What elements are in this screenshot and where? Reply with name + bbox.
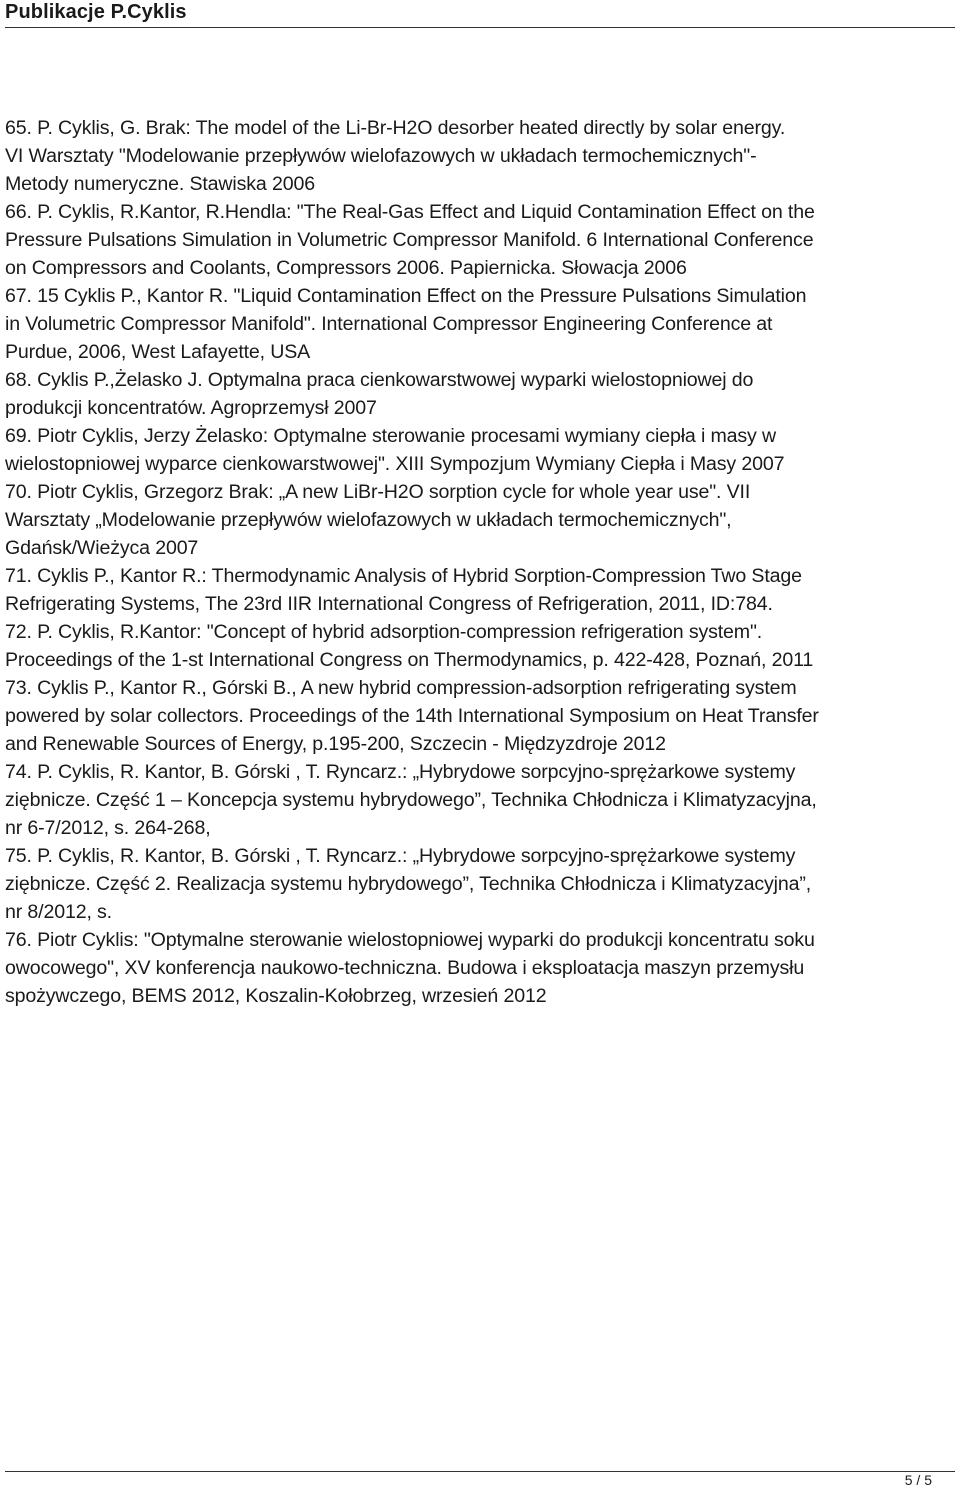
text-line: 69. Piotr Cyklis, Jerzy Żelasko: Optymalne sterowanie procesami wymiany ciepła i masy w	[5, 425, 776, 447]
text-line: 71. Cyklis P., Kantor R.: Thermodynamic Analysis of Hybrid Sorption-Compression Two Stage	[5, 565, 802, 587]
page-number: 5 / 5	[904, 1472, 932, 1488]
text-line: owocowego", XV konferencja naukowo-techniczna. Budowa i eksploatacja maszyn przemysłu	[5, 957, 805, 979]
text-line: 70. Piotr Cyklis, Grzegorz Brak: „A new LiBr-H2O sorption cycle for whole year use". VII	[5, 481, 751, 503]
text-line: Refrigerating Systems, The 23rd IIR International Congress of Refrigeration, 2011, ID:784.	[5, 593, 773, 615]
text-line: 76. Piotr Cyklis: "Optymalne sterowanie wielostopniowej wyparki do produkcji koncentratu soku	[5, 929, 815, 951]
text-line: on Compressors and Coolants, Compressors 2006. Papiernicka. Słowacja 2006	[5, 257, 687, 279]
text-line: produkcji koncentratów. Agroprzemysł 2007	[5, 397, 377, 419]
text-line: nr 6-7/2012, s. 264-268,	[5, 817, 211, 839]
page-header	[5, 0, 955, 24]
text-line: ziębnicze. Część 2. Realizacja systemu hybrydowego”, Technika Chłodnicza i Klimatyzacyjna”,	[5, 873, 812, 895]
text-line: 74. P. Cyklis, R. Kantor, B. Górski , T. Ryncarz.: „Hybrydowe sorpcyjno-sprężarkowe systemy	[5, 761, 796, 783]
text-line: 68. Cyklis P.,Żelasko J. Optymalna praca cienkowarstwowej wyparki wielostopniowej do	[5, 369, 754, 391]
text-line: Warsztaty „Modelowanie przepływów wielofazowych w układach termochemicznych",	[5, 509, 732, 531]
text-line: Proceedings of the 1-st International Congress on Thermodynamics, p. 422-428, Poznań, 2011	[5, 649, 814, 671]
text-line: Gdańsk/Wieżyca 2007	[5, 537, 199, 559]
text-line: 66. P. Cyklis, R.Kantor, R.Hendla: "The Real-Gas Effect and Liquid Contamination Effect on the	[5, 201, 815, 223]
text-line: 67. 15 Cyklis P., Kantor R. "Liquid Contamination Effect on the Pressure Pulsations Simulation	[5, 285, 807, 307]
text-line: Pressure Pulsations Simulation in Volumetric Compressor Manifold. 6 International Conference	[5, 229, 814, 251]
header-divider	[5, 27, 955, 28]
text-line: 73. Cyklis P., Kantor R., Górski B., A new hybrid compression-adsorption refrigerating system	[5, 677, 797, 699]
text-line: Purdue, 2006, West Lafayette, USA	[5, 341, 311, 363]
text-line: 75. P. Cyklis, R. Kantor, B. Górski , T. Ryncarz.: „Hybrydowe sorpcyjno-sprężarkowe systemy	[5, 845, 796, 867]
text-line: 65. P. Cyklis, G. Brak: The model of the Li-Br-H2O desorber heated directly by solar energy.	[5, 117, 786, 139]
document-title: Publikacje P.Cyklis	[5, 1, 187, 23]
text-line: VI Warsztaty "Modelowanie przepływów wielofazowych w układach termochemicznych"-	[5, 145, 757, 167]
text-line: Metody numeryczne. Stawiska 2006	[5, 173, 315, 195]
text-line: spożywczego, BEMS 2012, Koszalin-Kołobrzeg, wrzesień 2012	[5, 985, 547, 1007]
text-line: ziębnicze. Część 1 – Koncepcja systemu hybrydowego”, Technika Chłodnicza i Klimatyzacyjna,	[5, 789, 817, 811]
text-line: and Renewable Sources of Energy, p.195-200, Szczecin - Międzyzdroje 2012	[5, 733, 666, 755]
text-line: in Volumetric Compressor Manifold". International Compressor Engineering Conference at	[5, 313, 773, 335]
text-line: 72. P. Cyklis, R.Kantor: "Concept of hybrid adsorption-compression refrigeration system".	[5, 621, 763, 643]
text-line: powered by solar collectors. Proceedings of the 14th International Symposium on Heat Transfer	[5, 705, 819, 727]
text-line: nr 8/2012, s.	[5, 901, 112, 923]
footer-divider	[5, 1471, 955, 1472]
publication-list	[5, 114, 955, 1010]
text-line: wielostopniowej wyparce cienkowarstwowej". XIII Sympozjum Wymiany Ciepła i Masy 2007	[5, 453, 785, 475]
